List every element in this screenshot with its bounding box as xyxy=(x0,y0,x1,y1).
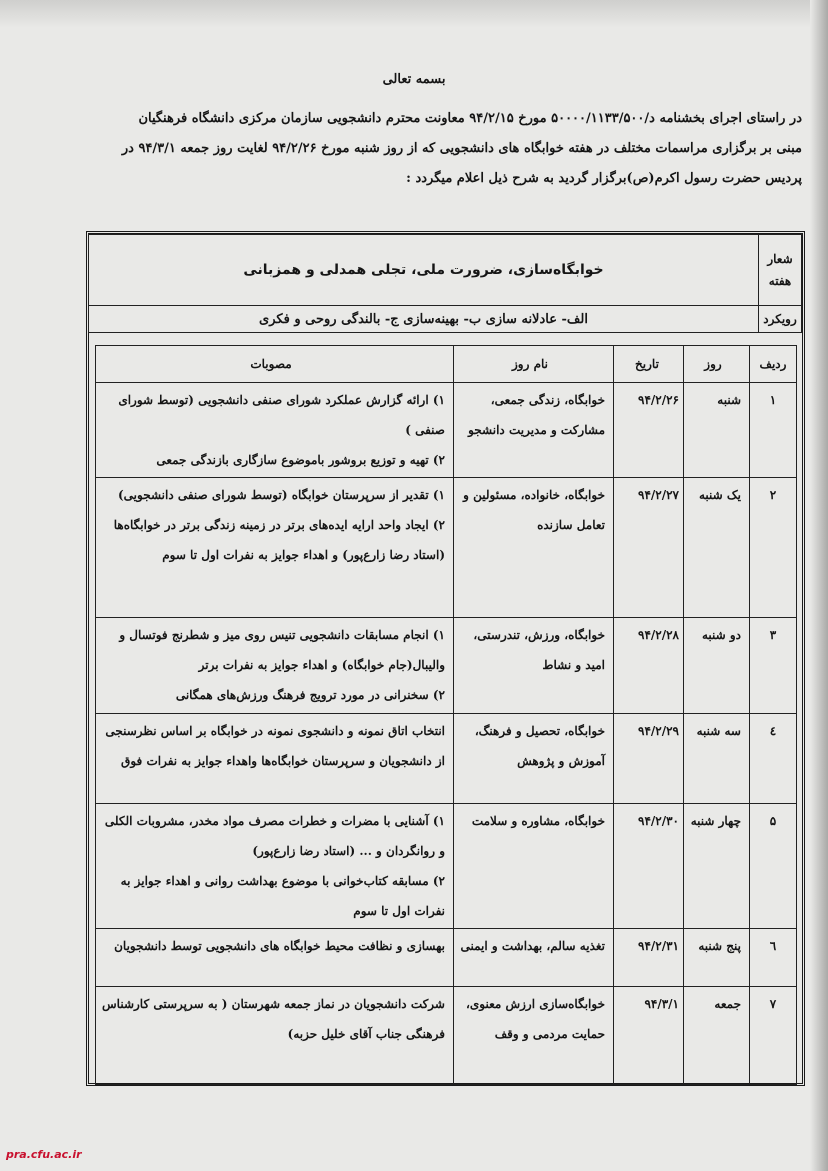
resolution-item: ۱) تقدیر از سرپرستان خوابگاه (توسط شورای صنفی دانشجویی) xyxy=(117,488,445,502)
resolution-item: انتخاب اتاق نمونه و دانشجوی نمونه در خوابگاه بر اساس نظرسنجی از دانشجویان و سرپرستان خوابگاه‌ها واهداء جوایز به نفرات فوق xyxy=(105,724,445,768)
col-header-acts: مصوبات xyxy=(96,346,454,383)
row-resolutions xyxy=(96,714,454,804)
table-row xyxy=(96,383,797,478)
motto-label-cell xyxy=(759,235,802,306)
table-row xyxy=(96,987,797,1085)
row-resolutions xyxy=(96,987,454,1085)
scan-shadow-right xyxy=(810,0,828,1171)
row-date: ۹۴/۲/۲۹ xyxy=(614,714,684,804)
motto-label: شعار xyxy=(767,252,793,266)
resolution-item: ۲) سخنرانی در مورد ترویج فرهنگ ورزش‌های همگانی xyxy=(175,688,445,702)
row-index: ۱ xyxy=(750,383,797,478)
intro-line: در راستای اجرای بخشنامه د/۵۰۰۰۰/۱۱۳۳/۵۰۰ مورخ ۹۴/۲/۱۵ معاونت محترم دانشجویی سازمان مرکزی دانشگاه فرهنگیان xyxy=(138,111,802,126)
table-row xyxy=(96,618,797,714)
row-resolutions xyxy=(96,618,454,714)
row-date: ۹۴/۲/۳۱ xyxy=(614,929,684,987)
intro-line: پردیس حضرت رسول اکرم(ص)برگزار گردید به شرح ذیل اعلام میگردد : xyxy=(406,171,802,186)
resolution-item: ۲) ایجاد واحد ارایه ایده‌های برتر در زمینه زندگی برتر در خوابگاه‌ها (استاد رضا زارع‌پور) و اهداء جوایز به نفرات اول تا سوم xyxy=(113,518,445,562)
row-day-name: خوابگاه، خانواده، مسئولین و تعامل سازنده xyxy=(454,478,614,618)
table-header-row xyxy=(96,346,797,383)
row-day: دو شنبه xyxy=(684,618,750,714)
table-body xyxy=(96,383,797,1085)
row-index: ۵ xyxy=(750,804,797,929)
resolution-item: بهسازی و نظافت محیط خوابگاه های دانشجویی توسط دانشجویان xyxy=(114,939,445,953)
header-table xyxy=(88,234,802,333)
row-date: ۹۴/۲/۳۰ xyxy=(614,804,684,929)
row-date: ۹۴/۲/۲۷ xyxy=(614,478,684,618)
col-header-date: تاریخ xyxy=(614,346,684,383)
row-resolutions xyxy=(96,478,454,618)
col-header-idx: ردیف xyxy=(750,346,797,383)
resolution-item: ۲) تهیه و توزیع بروشور باموضوع سازگاری بازندگی جمعی xyxy=(156,453,445,467)
row-index: ۲ xyxy=(750,478,797,618)
row-day-name: خوابگاه‌سازی ارزش معنوی، حمایت مردمی و وقف xyxy=(454,987,614,1085)
scan-shadow-top xyxy=(0,0,828,28)
row-index: ٤ xyxy=(750,714,797,804)
row-resolutions xyxy=(96,383,454,478)
row-date: ۹۴/۳/۱ xyxy=(614,987,684,1085)
row-day: جمعه xyxy=(684,987,750,1085)
resolution-item: ۱) آشنایی با مضرات و خطرات مصرف مواد مخدر، مشروبات الکلی و روانگردان و ... (استاد رضا زارع‌پور) xyxy=(104,814,445,858)
row-day: یک شنبه xyxy=(684,478,750,618)
table-row xyxy=(96,929,797,987)
week-motto: خوابگاه‌سازی، ضرورت ملی، تجلی همدلی و همزبانی xyxy=(89,235,759,306)
row-day: پنج شنبه xyxy=(684,929,750,987)
col-header-day: روز xyxy=(684,346,750,383)
row-day-name: خوابگاه، ورزش، تندرستی، امید و نشاط xyxy=(454,618,614,714)
table-row xyxy=(96,714,797,804)
resolution-item: شرکت دانشجویان در نماز جمعه شهرستان ( به سرپرستی کارشناس فرهنگی جناب آقای خلیل حزبه) xyxy=(102,997,445,1041)
row-day-name: خوابگاه، تحصیل و فرهنگ، آموزش و پژوهش xyxy=(454,714,614,804)
site-watermark: pra.cfu.ac.ir xyxy=(6,1148,82,1161)
row-date: ۹۴/۲/۲۸ xyxy=(614,618,684,714)
resolution-item: ۲) مسابقه کتاب‌خوانی با موضوع بهداشت روانی و اهداء جوایز به نفرات اول تا سوم xyxy=(120,874,445,918)
row-index: ٦ xyxy=(750,929,797,987)
row-day: شنبه xyxy=(684,383,750,478)
program-table xyxy=(95,345,797,1085)
row-resolutions xyxy=(96,804,454,929)
resolution-item: ۱) انجام مسابقات دانشجویی تنیس روی میز و شطرنج فوتسال و والیبال(جام خوابگاه) و اهداء جوایز به نفرات برتر xyxy=(119,628,445,672)
row-day-name: خوابگاه، زندگی جمعی، مشارکت و مدیریت دانشجو xyxy=(454,383,614,478)
table-row xyxy=(96,478,797,618)
approach-label: رویکرد xyxy=(759,306,802,333)
basmala-heading: بسمه تعالی xyxy=(382,72,446,87)
week-approach: الف- عادلانه سازی ب- بهینه‌سازی ج- بالندگی روحی و فکری xyxy=(89,306,759,333)
resolution-item: ۱) ارائه گزارش عملکرد شورای صنفی دانشجویی (توسط شورای صنفی ) xyxy=(118,393,445,437)
table-row xyxy=(96,804,797,929)
col-header-name: نام روز xyxy=(454,346,614,383)
row-day: سه شنبه xyxy=(684,714,750,804)
intro-paragraph xyxy=(72,104,802,194)
row-index: ۳ xyxy=(750,618,797,714)
row-index: ۷ xyxy=(750,987,797,1085)
row-resolutions xyxy=(96,929,454,987)
motto-label-2: هفته xyxy=(768,274,792,288)
intro-line: مبنی بر برگزاری مراسمات مختلف در هفته خوابگاه های دانشجویی که از روز شنبه مورخ ۹۴/۲/۲۶ لغایت روز جمعه ۹۴/۳/۱ در xyxy=(121,141,802,156)
row-day-name: خوابگاه، مشاوره و سلامت xyxy=(454,804,614,929)
row-day: چهار شنبه xyxy=(684,804,750,929)
row-date: ۹۴/۲/۲۶ xyxy=(614,383,684,478)
row-day-name: تغذیه سالم، بهداشت و ایمنی xyxy=(454,929,614,987)
